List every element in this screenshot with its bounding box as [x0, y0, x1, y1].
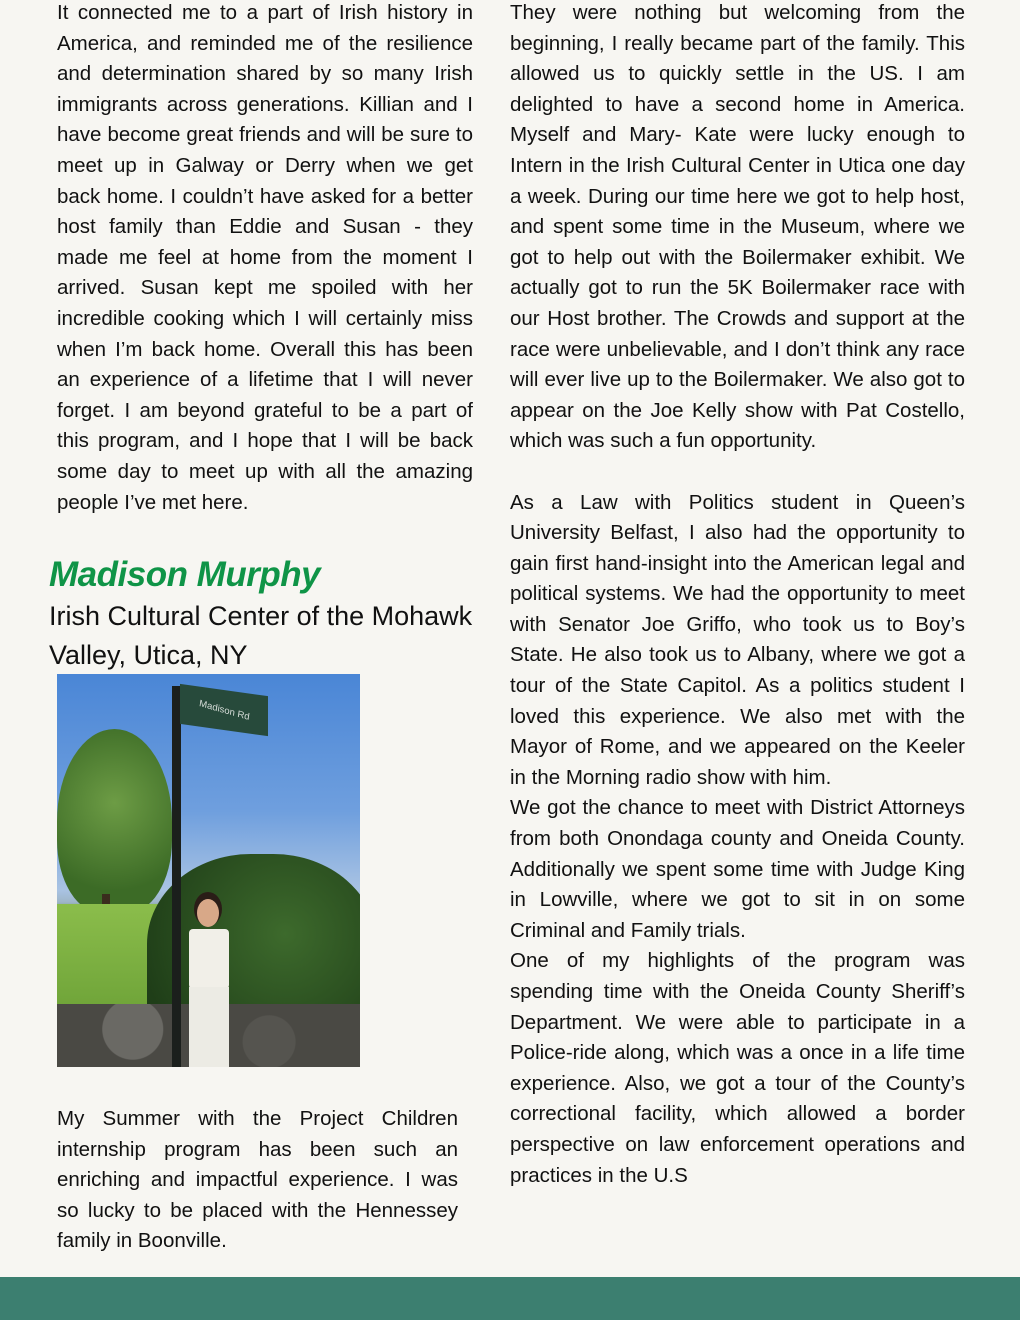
photo-tree [57, 729, 172, 914]
right-paragraph-4: One of my highlights of the program was spending time with the Oneida County Sheriff’s Department. We were able to participate in a Police-ride along, which was a once in a life time experience. Also, we got a tour of the County’s correctional facility, which allowed a border perspective on law enforcement operations and practices in the U.S [510, 949, 965, 1187]
right-paragraph-1: They were nothing but welcoming from the beginning, I really became part of the family. This allowed us to quickly settle in the US. I am delighted to have a second home in America. Myself and Mary- Kate were lucky enough to Intern in the Irish Cultural Center in Utica one day a week. During our time here we got to help host, and spent some time in the Museum, where we got to help out with the Boilermaker exhibit. We actually got to run the 5K Boilermaker race with our Host brother. The Crowds and support at the race were unbelievable, and I don’t think any race will ever live up to the Boilermaker. We also got to appear on the Joe Kelly show with Pat Costello, which was such a fun opportunity. [510, 1, 965, 453]
closing-block [57, 1104, 458, 1257]
right-paragraph-2: As a Law with Politics student in Queen’s University Belfast, I also had the opportunity to gain first hand-insight into the American legal and political systems. We had the opportunity to meet with Senator Joe Griffo, who took us to Boy’s State. He also took us to Albany, where we got a tour of the State Capitol. As a politics student I loved this experience. We also met with the Mayor of Rome, and we appeared on the Keeler in the Morning radio show with him. [510, 490, 965, 789]
person-top [189, 929, 229, 989]
photo-street-sign [180, 684, 268, 736]
profile-organization: Irish Cultural Center of the Mohawk Valley, Utica, NY [49, 601, 473, 670]
person-pants [189, 987, 229, 1067]
right-paragraph-3: We got the chance to meet with District Attorneys from both Onondaga county and Oneida County. Additionally we spent some time with Judge King in Lowville, where we got to sit in on some Criminal and Family trials. [510, 796, 965, 942]
intro-paragraph: It connected me to a part of Irish history in America, and reminded me of the resilience and determination shared by so many Irish immigrants across generations. Killian and I have become great friends and will be sure to meet up in Galway or Derry when we get back home. I couldn’t have asked for a better host family than Eddie and Susan - they made me feel at home from the moment I arrived. Susan kept me spoiled with her incredible cooking which I will certainly miss when I’m back home. Overall this has been an experience of a lifetime that I will never forget. I am beyond grateful to be a part of this program, and I hope that I will be back some day to meet up with all the amazing people I’ve met here. [57, 1, 473, 514]
right-column [510, 0, 965, 1191]
street-sign-text: Madison Rd [198, 697, 250, 723]
profile-photo [57, 674, 360, 1067]
photo-person [175, 899, 245, 1067]
closing-paragraph: My Summer with the Project Children internship program has been such an enriching and impactful experience. I was so lucky to be placed with the Hennessey family in Boonville. [57, 1107, 458, 1253]
footer-band [0, 1277, 1020, 1320]
person-head [197, 899, 219, 927]
left-column [57, 0, 473, 518]
profile-name: Madison Murphy [49, 555, 321, 594]
paragraph-gap [510, 457, 965, 488]
